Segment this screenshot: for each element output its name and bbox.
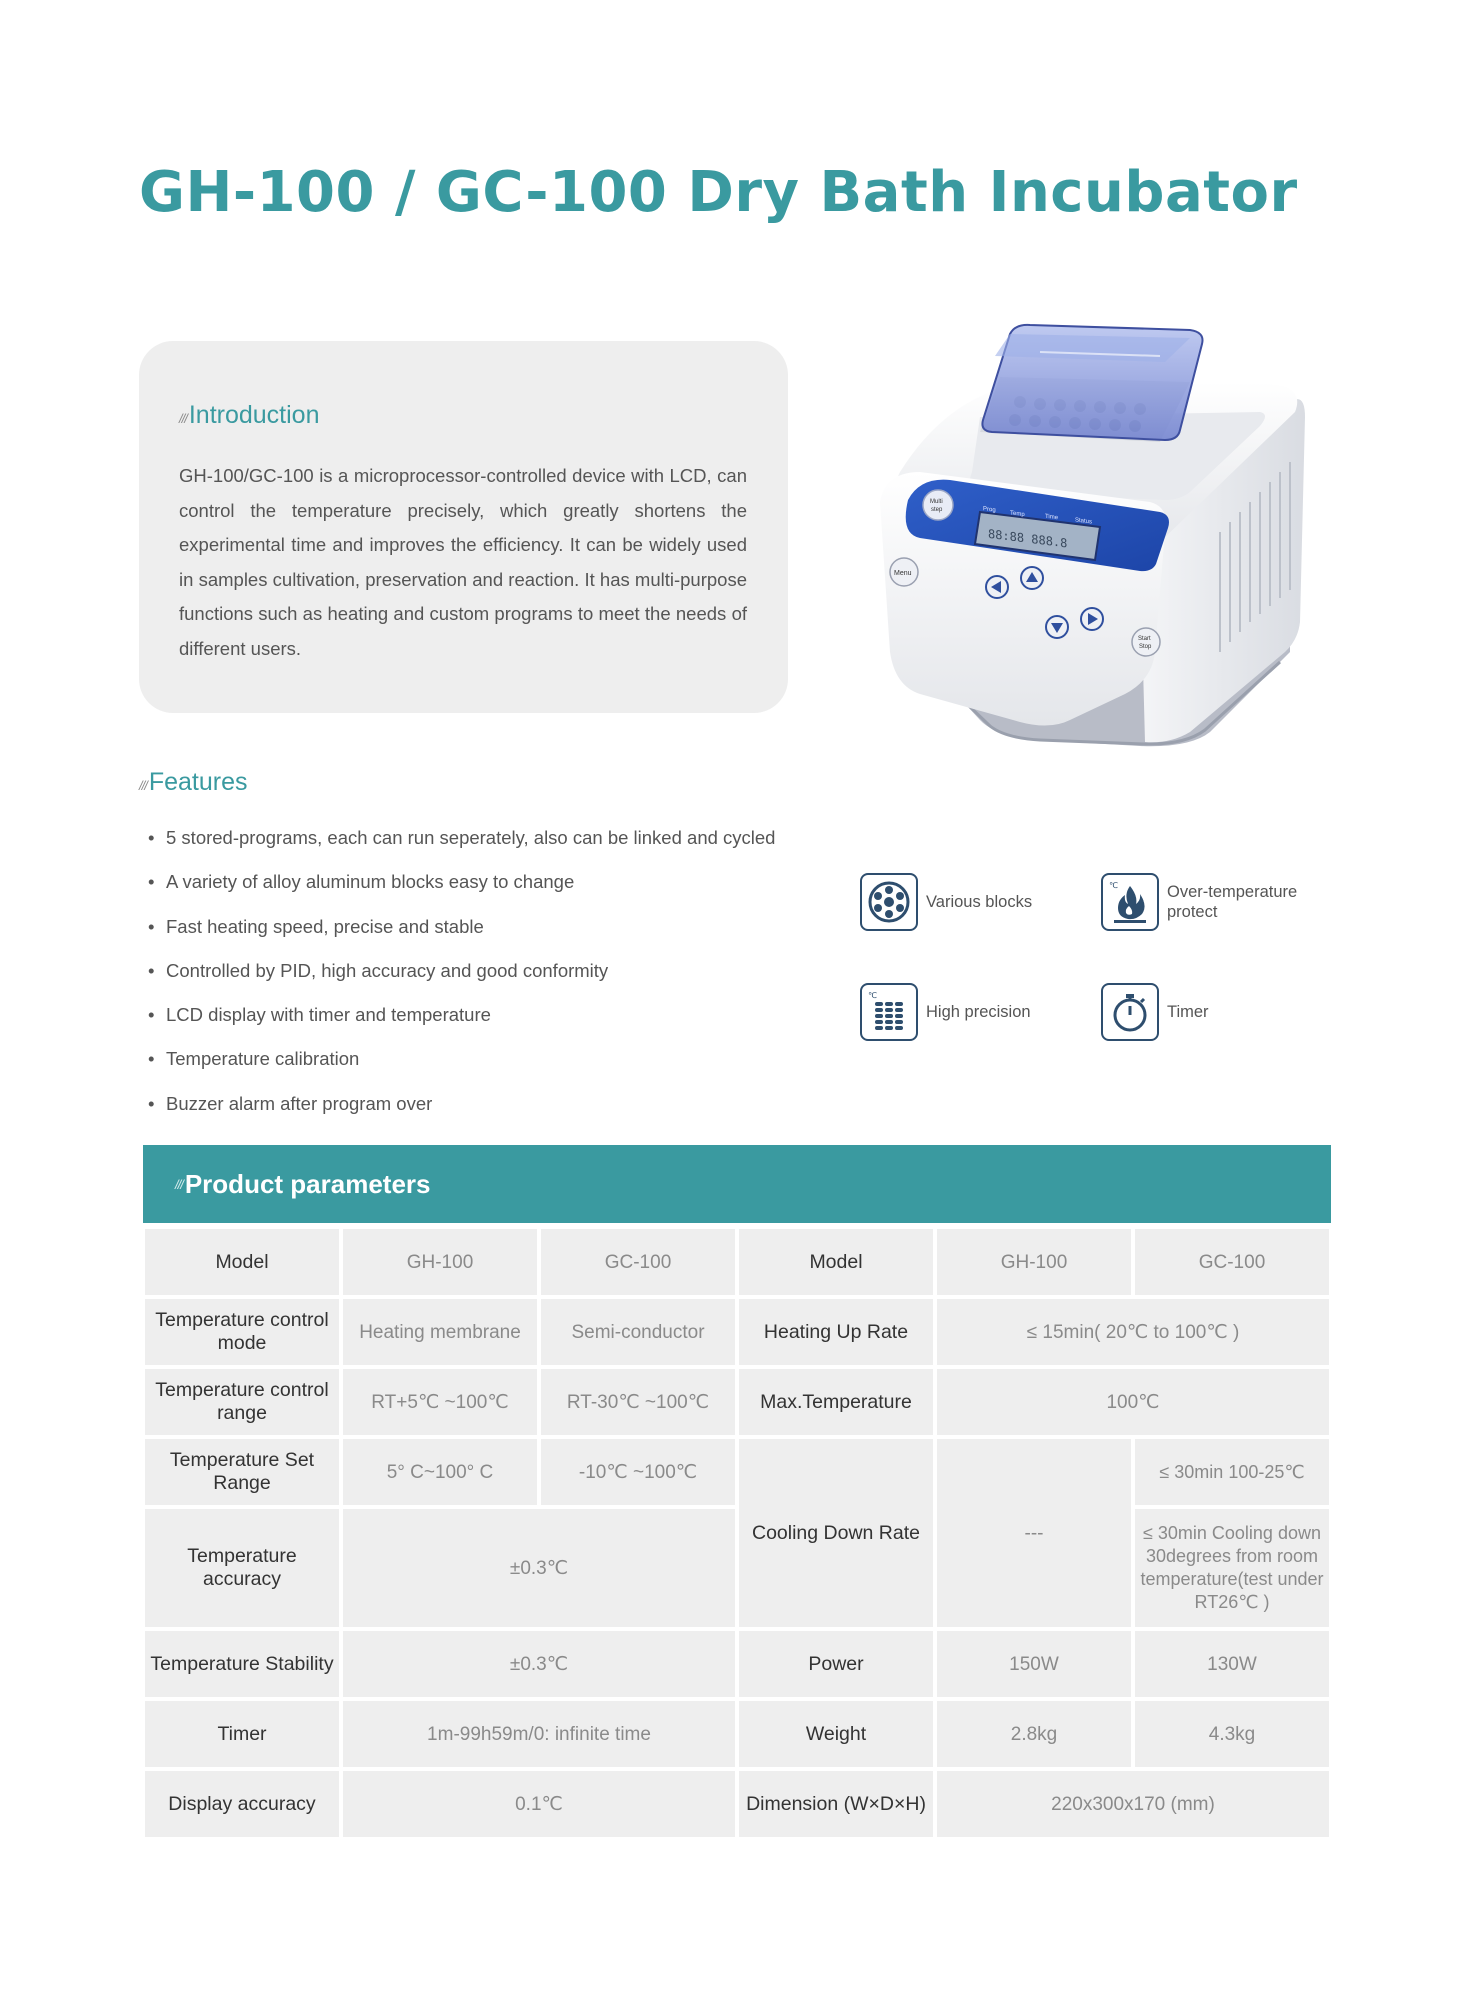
table-header-cell: Dimension (W×D×H) [739, 1771, 933, 1837]
svg-text:88:88 888.8: 88:88 888.8 [988, 526, 1068, 551]
list-item: • 5 stored-programs, each can run seperately, also can be linked and cycled [148, 827, 776, 848]
table-cell: 100℃ [937, 1369, 1329, 1435]
table-cell: 130W [1135, 1631, 1329, 1697]
table-header-cell: Model [739, 1229, 933, 1295]
table-header-cell: Display accuracy [145, 1771, 339, 1837]
introduction-text: GH-100/GC-100 is a microprocessor-controlled device with LCD, can control the temperature precisely, which greatly shortens the experimental time and improves the efficiency. It can be widely used in samples cultivation, preservation and reaction. It has multi-purpose functions such as heating and custom programs to meet the needs of different users. [179, 465, 747, 659]
feature-icon-label: Over-temperature protect [1167, 883, 1298, 921]
table-cell: 150W [937, 1631, 1131, 1697]
svg-text:℃: ℃ [1109, 881, 1118, 890]
table-row [145, 1229, 1329, 1295]
table-cell: ≤ 15min( 20℃ to 100℃ ) [937, 1299, 1329, 1365]
feature-high-precision [860, 983, 1031, 1041]
blocks-icon [860, 873, 918, 931]
table-header-cell: Temperature Stability [145, 1631, 339, 1697]
timer-icon [1101, 983, 1159, 1041]
features-heading-label: Features [148, 768, 248, 796]
svg-text:Temp: Temp [1010, 510, 1025, 519]
heading-slash-mark: /// [179, 411, 187, 426]
svg-text:Menu: Menu [894, 570, 912, 577]
page-title: GH-100 / GC-100 Dry Bath Incubator [139, 160, 1298, 225]
flame-icon [1101, 873, 1159, 931]
table-header-cell: Timer [145, 1701, 339, 1767]
introduction-heading-label: Introduction [188, 401, 320, 429]
table-header-cell: Heating Up Rate [739, 1299, 933, 1365]
svg-text:Status: Status [1075, 517, 1092, 526]
table-header-cell: Temperature accuracy [145, 1509, 339, 1627]
table-row [145, 1631, 1329, 1697]
feature-icon-label: Timer [1167, 1003, 1209, 1021]
dry-bath-incubator-illustration [860, 322, 1320, 762]
product-parameters-table [141, 1225, 1333, 1841]
table-cell: GC-100 [541, 1229, 735, 1295]
table-header-cell: Weight [739, 1701, 933, 1767]
features-heading [139, 768, 248, 797]
heading-slash-mark: /// [175, 1176, 183, 1192]
list-item: • Buzzer alarm after program over [148, 1092, 433, 1114]
table-header-cell: Temperature control range [145, 1369, 339, 1435]
table-cell: ≤ 30min Cooling down 30degrees from room temperature(test under RT26℃ ) [1135, 1509, 1329, 1627]
table-row [145, 1771, 1329, 1837]
table-cell: 0.1℃ [343, 1771, 735, 1837]
table-cell: 1m-99h59m/0: infinite time [343, 1701, 735, 1767]
list-item: • LCD display with timer and temperature [148, 1004, 491, 1026]
table-row [145, 1701, 1329, 1767]
svg-text:Stop: Stop [1139, 644, 1152, 650]
feature-various-blocks [860, 873, 1032, 931]
table-cell: RT-30℃ ~100℃ [541, 1369, 735, 1435]
table-cell: GH-100 [937, 1229, 1131, 1295]
table-row [145, 1299, 1329, 1365]
list-item: • Fast heating speed, precise and stable [148, 915, 484, 937]
table-cell: RT+5℃ ~100℃ [343, 1369, 537, 1435]
table-cell: ≤ 30min 100-25℃ [1135, 1439, 1329, 1505]
svg-text:step: step [931, 507, 943, 513]
table-cell: Heating membrane [343, 1299, 537, 1365]
introduction-panel [139, 341, 788, 713]
table-cell: --- [937, 1439, 1131, 1627]
product-parameters-heading: Product parameters [184, 1168, 431, 1199]
table-header-cell: Temperature Set Range [145, 1439, 339, 1505]
table-cell: GC-100 [1135, 1229, 1329, 1295]
table-row [145, 1439, 1329, 1505]
heading-slash-mark: /// [139, 778, 147, 793]
feature-timer [1101, 983, 1209, 1041]
svg-text:℃: ℃ [868, 991, 877, 1000]
table-cell: ±0.3℃ [343, 1631, 735, 1697]
feature-icon-label: Various blocks [926, 893, 1033, 911]
table-header-cell: Cooling Down Rate [739, 1439, 933, 1627]
table-cell: 5° C~100° C [343, 1439, 537, 1505]
svg-text:Start: Start [1138, 636, 1151, 642]
table-cell: Semi-conductor [541, 1299, 735, 1365]
table-cell: GH-100 [343, 1229, 537, 1295]
table-cell: 220x300x170 (mm) [937, 1771, 1329, 1837]
list-item: • A variety of alloy aluminum blocks easy to change [148, 871, 575, 893]
table-header-cell: Temperature control mode [145, 1299, 339, 1365]
feature-icon-label: High precision [926, 1003, 1031, 1021]
svg-text:Prog: Prog [983, 506, 996, 514]
table-header-cell: Power [739, 1631, 933, 1697]
product-parameters-header [143, 1145, 1331, 1223]
table-cell: -10℃ ~100℃ [541, 1439, 735, 1505]
list-item: • Controlled by PID, high accuracy and good conformity [148, 959, 609, 981]
precision-icon [860, 983, 918, 1041]
table-cell: ±0.3℃ [343, 1509, 735, 1627]
list-item: • Temperature calibration [148, 1048, 360, 1070]
table-row [145, 1369, 1329, 1435]
table-row [145, 1509, 1329, 1627]
introduction-heading [179, 401, 319, 430]
svg-text:Multi: Multi [930, 499, 943, 505]
table-header-cell: Model [145, 1229, 339, 1295]
product-image [860, 322, 1320, 762]
svg-text:Time: Time [1045, 513, 1059, 522]
table-header-cell: Max.Temperature [739, 1369, 933, 1435]
table-cell: 2.8kg [937, 1701, 1131, 1767]
feature-over-temperature [1101, 873, 1337, 931]
table-cell: 4.3kg [1135, 1701, 1329, 1767]
features-list [148, 823, 775, 1133]
